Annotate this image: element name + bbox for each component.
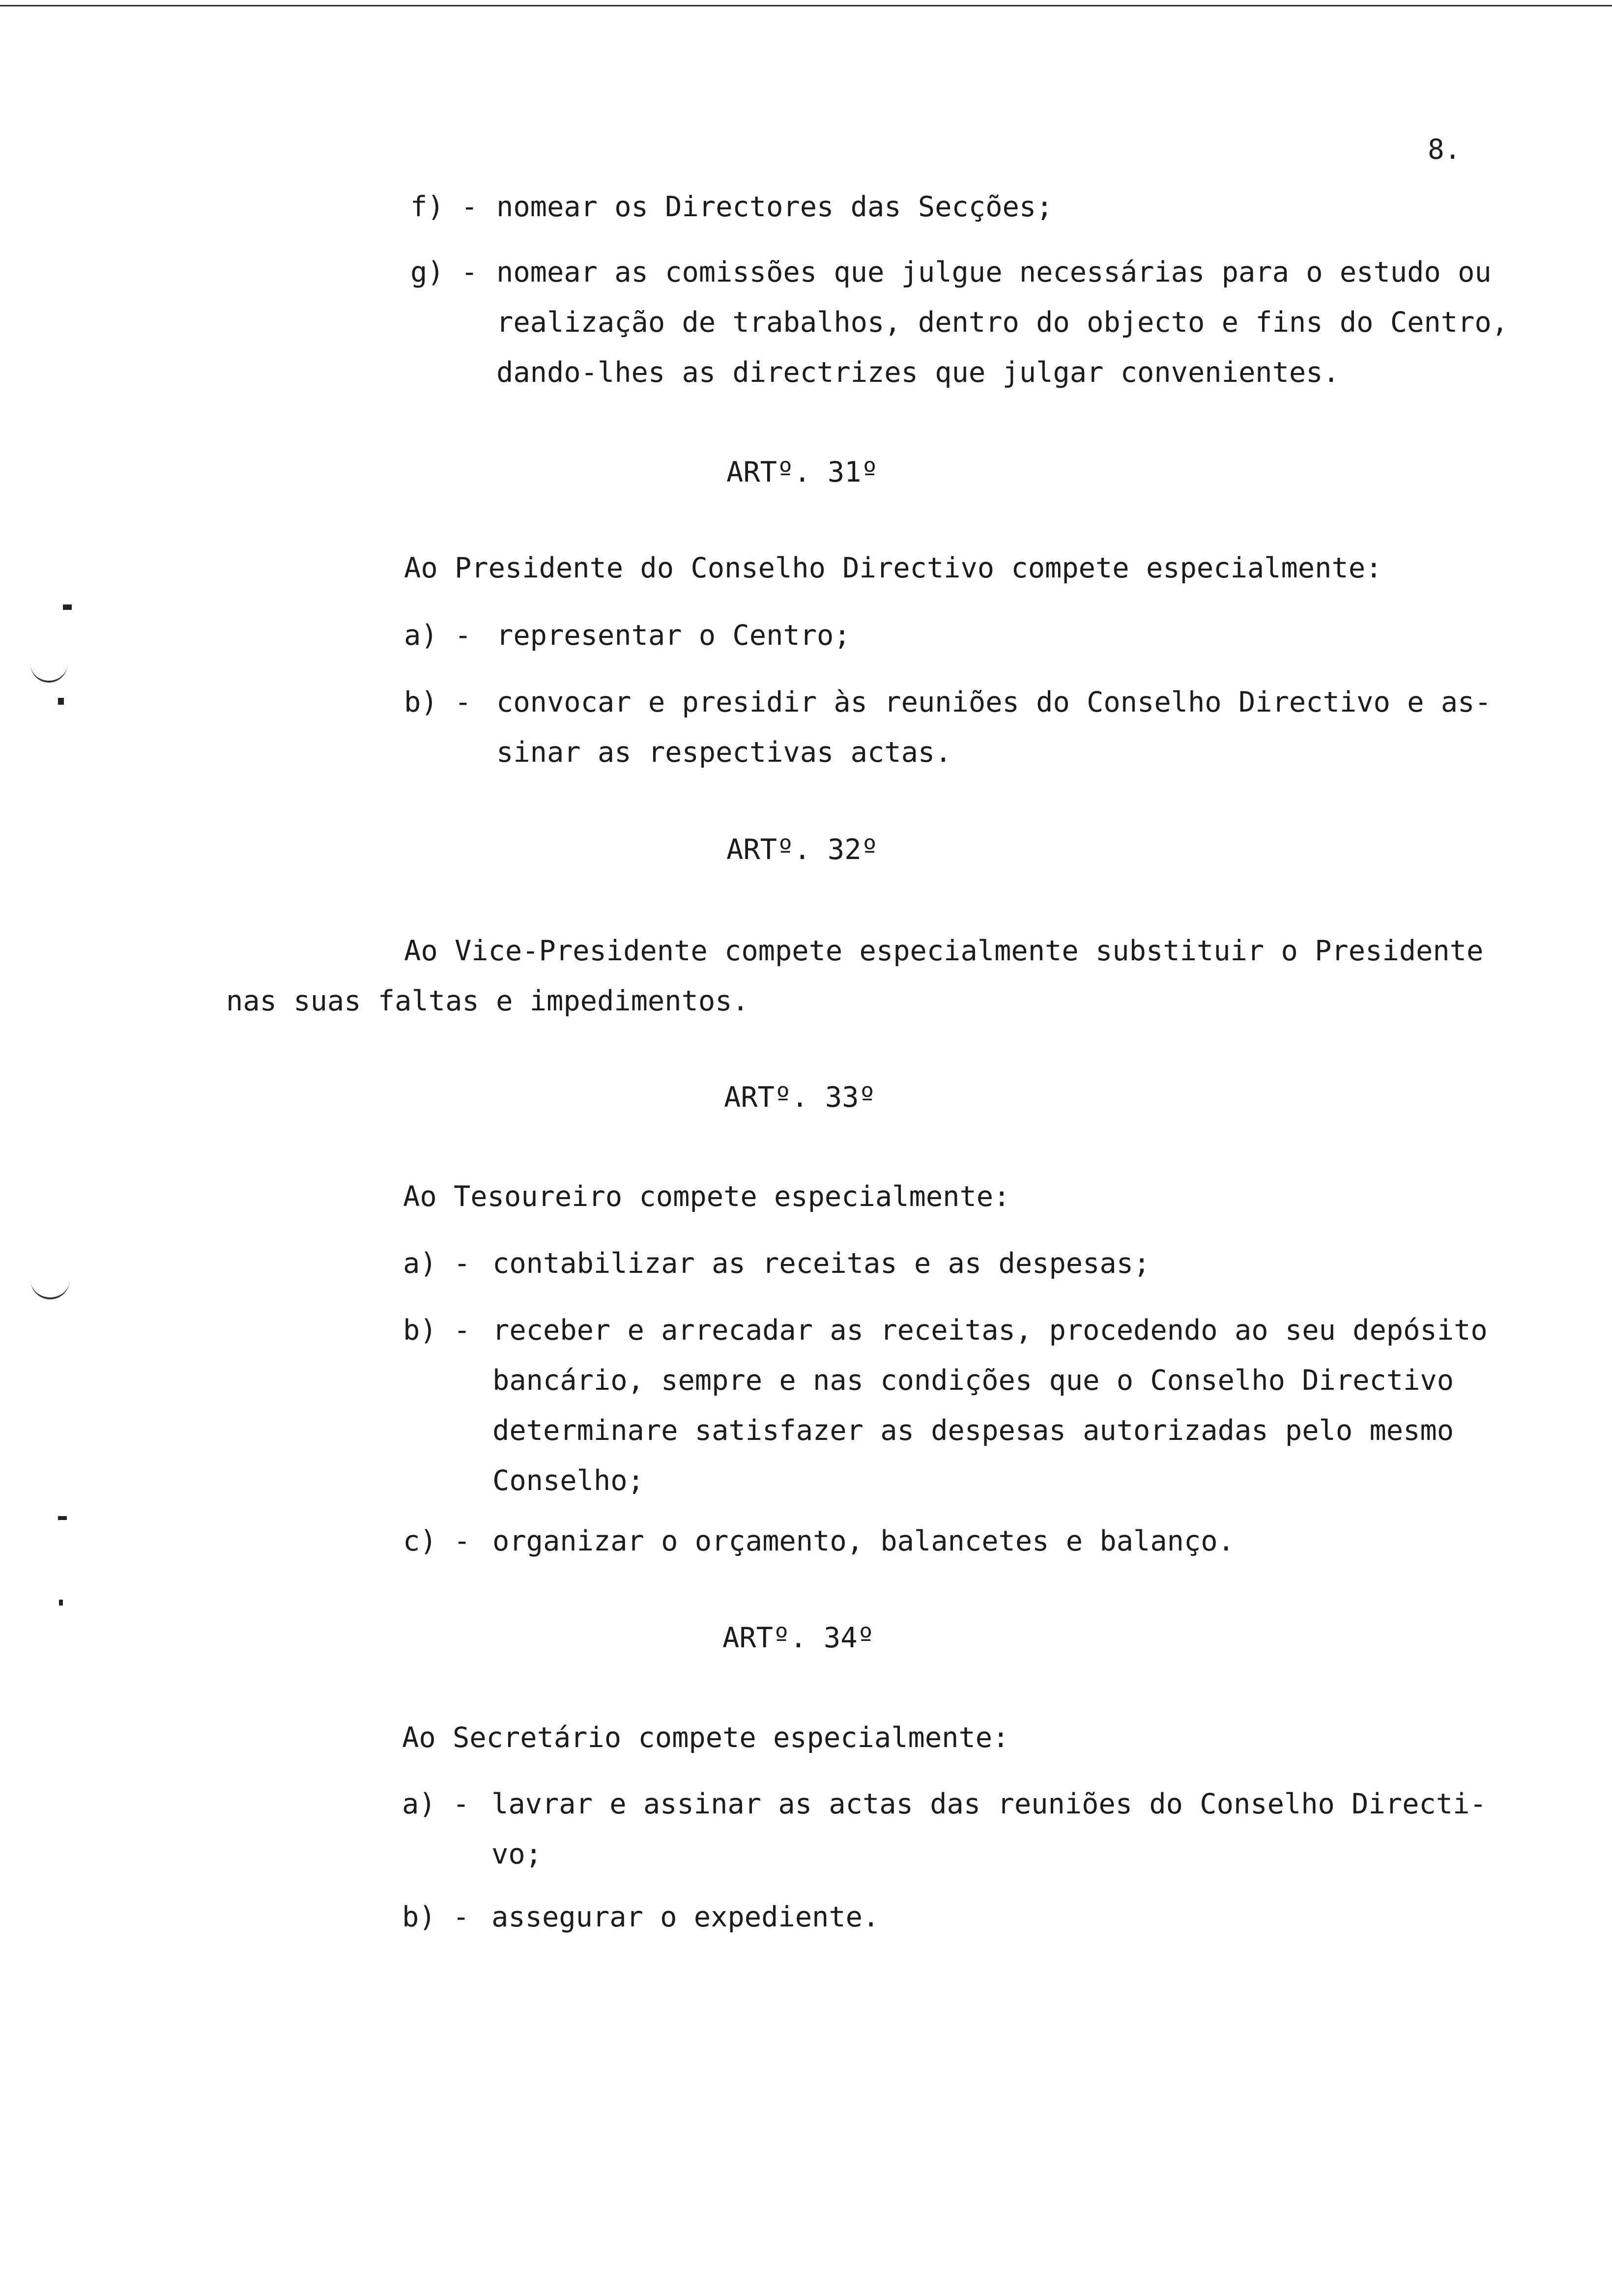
margin-mark [58,698,64,705]
list-item-text: realização de trabalhos, dentro do objecto e fins do Centro, [496,306,1509,339]
list-item-text: assegurar o expediente. [491,1901,880,1933]
margin-mark [58,1516,67,1520]
list-item-text: nomear os Directores das Secções; [496,191,1053,223]
list-item-marker: c) - [403,1525,471,1557]
list-item-text: organizar o orçamento, balancetes e balanço. [492,1525,1235,1557]
article-heading-31: ARTº. 31º [726,456,878,488]
list-item-marker: a) - [402,1788,470,1820]
article-intro: Ao Presidente do Conselho Directivo compete especialmente: [404,552,1382,584]
list-item-marker: f) - [410,191,478,223]
article-intro: Ao Tesoureiro compete especialmente: [403,1180,1010,1213]
article-intro: Ao Secretário compete especialmente: [402,1722,1009,1754]
top-border-line [0,5,1612,6]
article-paragraph: nas suas faltas e impedimentos. [226,985,749,1017]
list-item-text: bancário, sempre e nas condições que o Conselho Directivo [492,1364,1454,1397]
list-item-marker: b) - [404,686,472,718]
article-heading-32: ARTº. 32º [726,833,878,866]
article-heading-33: ARTº. 33º [724,1081,876,1114]
list-item-text: dando-lhes as directrizes que julgar convenientes. [496,356,1340,389]
list-item-text: convocar e presidir às reuniões do Conselho Directivo e as- [496,686,1492,718]
list-item-marker: b) - [403,1314,471,1347]
page-number: 8. [1428,134,1461,166]
list-item-marker: b) - [402,1901,470,1933]
list-item-marker: a) - [404,619,472,652]
margin-mark [59,1600,63,1606]
list-item-marker: a) - [403,1247,471,1280]
list-item-text: sinar as respectivas actas. [496,736,952,769]
list-item-text: lavrar e assinar as actas das reuniões do Conselho Directi- [491,1788,1487,1820]
article-heading-34: ARTº. 34º [722,1622,874,1654]
list-item-text: vo; [491,1838,542,1870]
margin-mark [63,604,72,610]
list-item-text: representar o Centro; [496,619,851,652]
margin-mark [30,1248,70,1299]
list-item-text: Conselho; [492,1464,644,1497]
list-item-text: nomear as comissões que julgue necessárias para o estudo ou [496,256,1492,288]
list-item-marker: g) - [410,256,478,288]
list-item-text: determinare satisfazer as despesas autorizadas pelo mesmo [492,1414,1454,1447]
list-item-text: contabilizar as receitas e as despesas; [492,1247,1151,1280]
article-paragraph: Ao Vice-Presidente compete especialmente substituir o Presidente [404,935,1484,967]
list-item-text: receber e arrecadar as receitas, procedendo ao seu depósito [492,1314,1488,1347]
margin-mark [30,639,67,683]
